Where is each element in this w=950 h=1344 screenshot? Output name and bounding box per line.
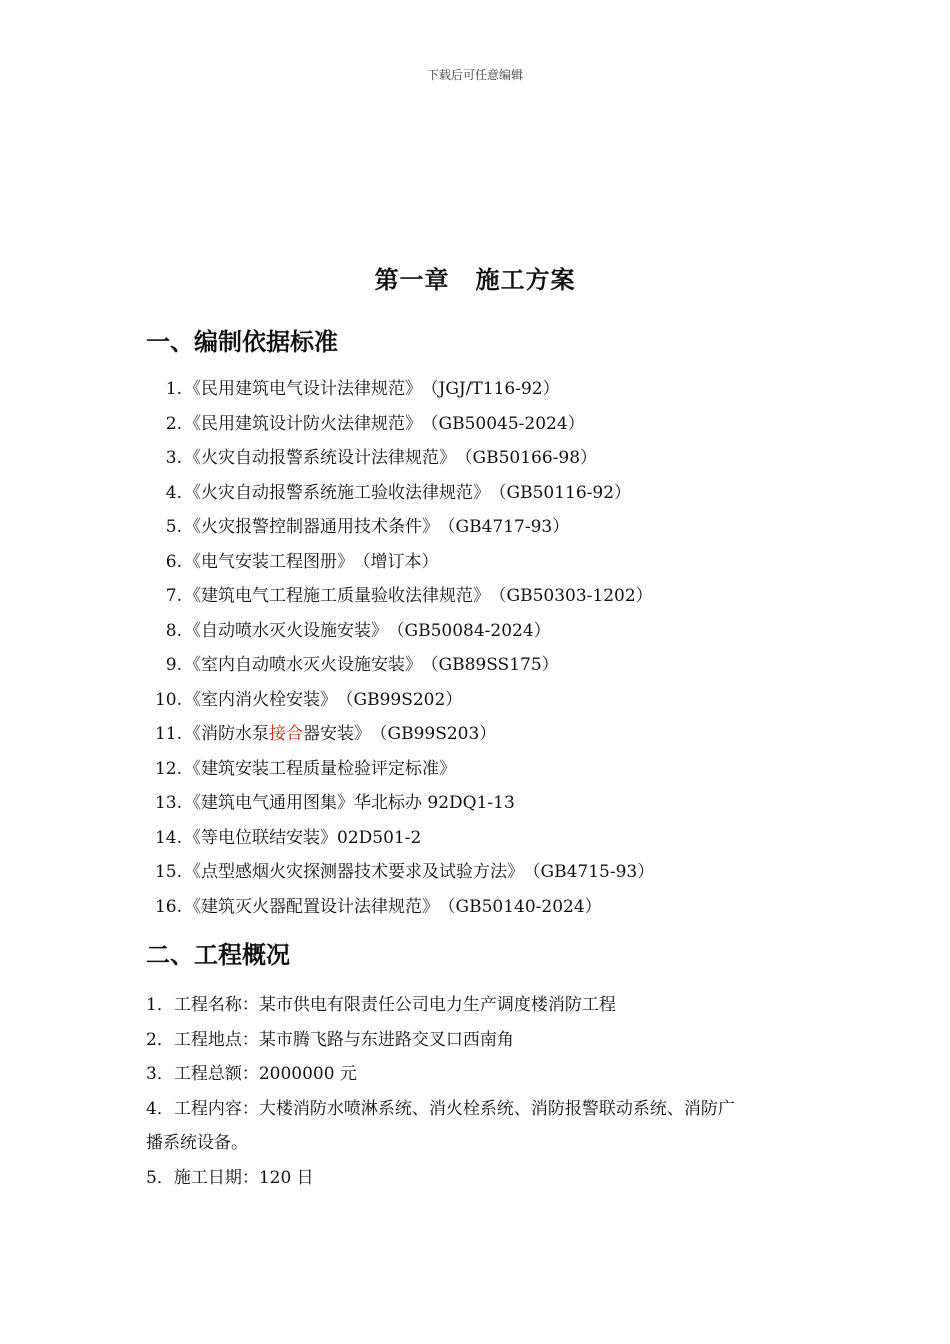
list-item [146,824,846,859]
item-number: 11. [154,724,182,744]
item-number: 13. [154,793,182,813]
item-number: 1. [165,379,182,399]
list-item [146,375,846,410]
project-amount: 3．工程总额：2000000 元 [146,1064,357,1084]
item-code: （增订本） [362,551,439,572]
item-number: 14. [154,827,182,848]
item-number: 2. [165,413,182,434]
item-title: 《等电位联结安装》02D501-2 [184,827,422,848]
project-content: 4．工程内容：大楼消防水喷淋系统、消火栓系统、消防报警联动系统、消防广 [146,1098,735,1119]
item-code: （JGJ/T116-92） [430,379,560,399]
list-item [146,513,846,548]
item-title: 《民用建筑设计防火法律规范》 [184,413,422,434]
project-duration: 5．施工日期：120 日 [146,1167,314,1188]
list-item [146,651,846,686]
item-code: （GB50303-1202） [498,586,653,606]
item-number: 5. [165,517,182,537]
section-title-basis: 一、编制依据标准 [146,328,338,356]
list-item [146,582,846,617]
item-code: （GB50166-98） [464,448,598,468]
list-item [146,548,846,583]
item-title: 《自动喷水灭火设施安装》 [184,620,388,641]
item-code: （GB4717-93） [447,517,570,537]
item-title: 《火灾自动报警系统设计法律规范》 [184,448,456,468]
item-code: （GB50116-92） [498,482,632,503]
project-name: 1．工程名称：某市供电有限责任公司电力生产调度楼消防工程 [146,995,616,1015]
header-note: 下载后可任意编辑 [426,68,523,82]
item-title: 《室内消火栓安装》 [184,689,337,710]
item-title: 《建筑安装工程质量检验评定标准》 [184,758,456,779]
item-code: （GB50084-2024） [396,620,551,641]
item-number: 4. [165,482,182,503]
item-title: 《建筑电气工程施工质量验收法律规范》 [184,586,490,606]
item-code: （GB4715-93） [532,862,655,882]
item-title-rest: 器安装》 [303,724,371,744]
project-overview [146,988,814,1195]
item-number: 10. [154,689,182,710]
item-number: 8. [165,620,182,641]
item-title: 《火灾报警控制器通用技术条件》 [184,517,439,537]
highlighted-text: 接合 [269,724,303,744]
list-item [146,789,846,824]
item-number: 15. [154,862,182,882]
item-number: 16. [154,896,182,917]
section-title-overview: 二、工程概况 [146,941,290,969]
item-title: 《建筑灭火器配置设计法律规范》 [184,896,439,917]
list-item [146,617,846,652]
chapter-number: 第一章 [374,265,450,294]
item-number: 3. [165,448,182,468]
reference-list [146,375,846,927]
list-item [146,410,846,445]
item-number: 6. [165,551,182,572]
item-title: 《室内自动喷水灭火设施安装》 [184,655,422,675]
item-title: 《建筑电气通用图集》华北标办 92DQ1-13 [184,793,515,813]
item-code: （GB99S202） [345,689,463,710]
item-title: 《点型感烟火灾探测器技术要求及试验方法》 [184,862,524,882]
item-number: 7. [165,586,182,606]
list-item [146,444,846,479]
item-title: 《电气安装工程图册》 [184,551,354,572]
item-code: （GB89SS175） [430,655,559,675]
item-number: 12. [154,758,182,779]
item-code: （GB50045-2024） [430,413,585,434]
item-number: 9. [165,655,182,675]
list-item [146,893,846,928]
project-location: 2．工程地点：某市腾飞路与东进路交叉口西南角 [146,1029,514,1050]
list-item [146,479,846,514]
chapter-title [0,260,950,295]
item-title: 《火灾自动报警系统施工验收法律规范》 [184,482,490,503]
item-title: 《民用建筑电气设计法律规范》 [184,379,422,399]
project-content-continued: 播系统设备。 [146,1133,248,1153]
list-item [146,858,846,893]
item-code: （GB50140-2024） [447,896,602,917]
item-code: （GB99S203） [379,724,497,744]
list-item [146,686,846,721]
chapter-name: 施工方案 [475,265,576,294]
item-title: 《消防水泵 [184,724,269,744]
list-item [146,755,846,790]
list-item [146,720,846,755]
